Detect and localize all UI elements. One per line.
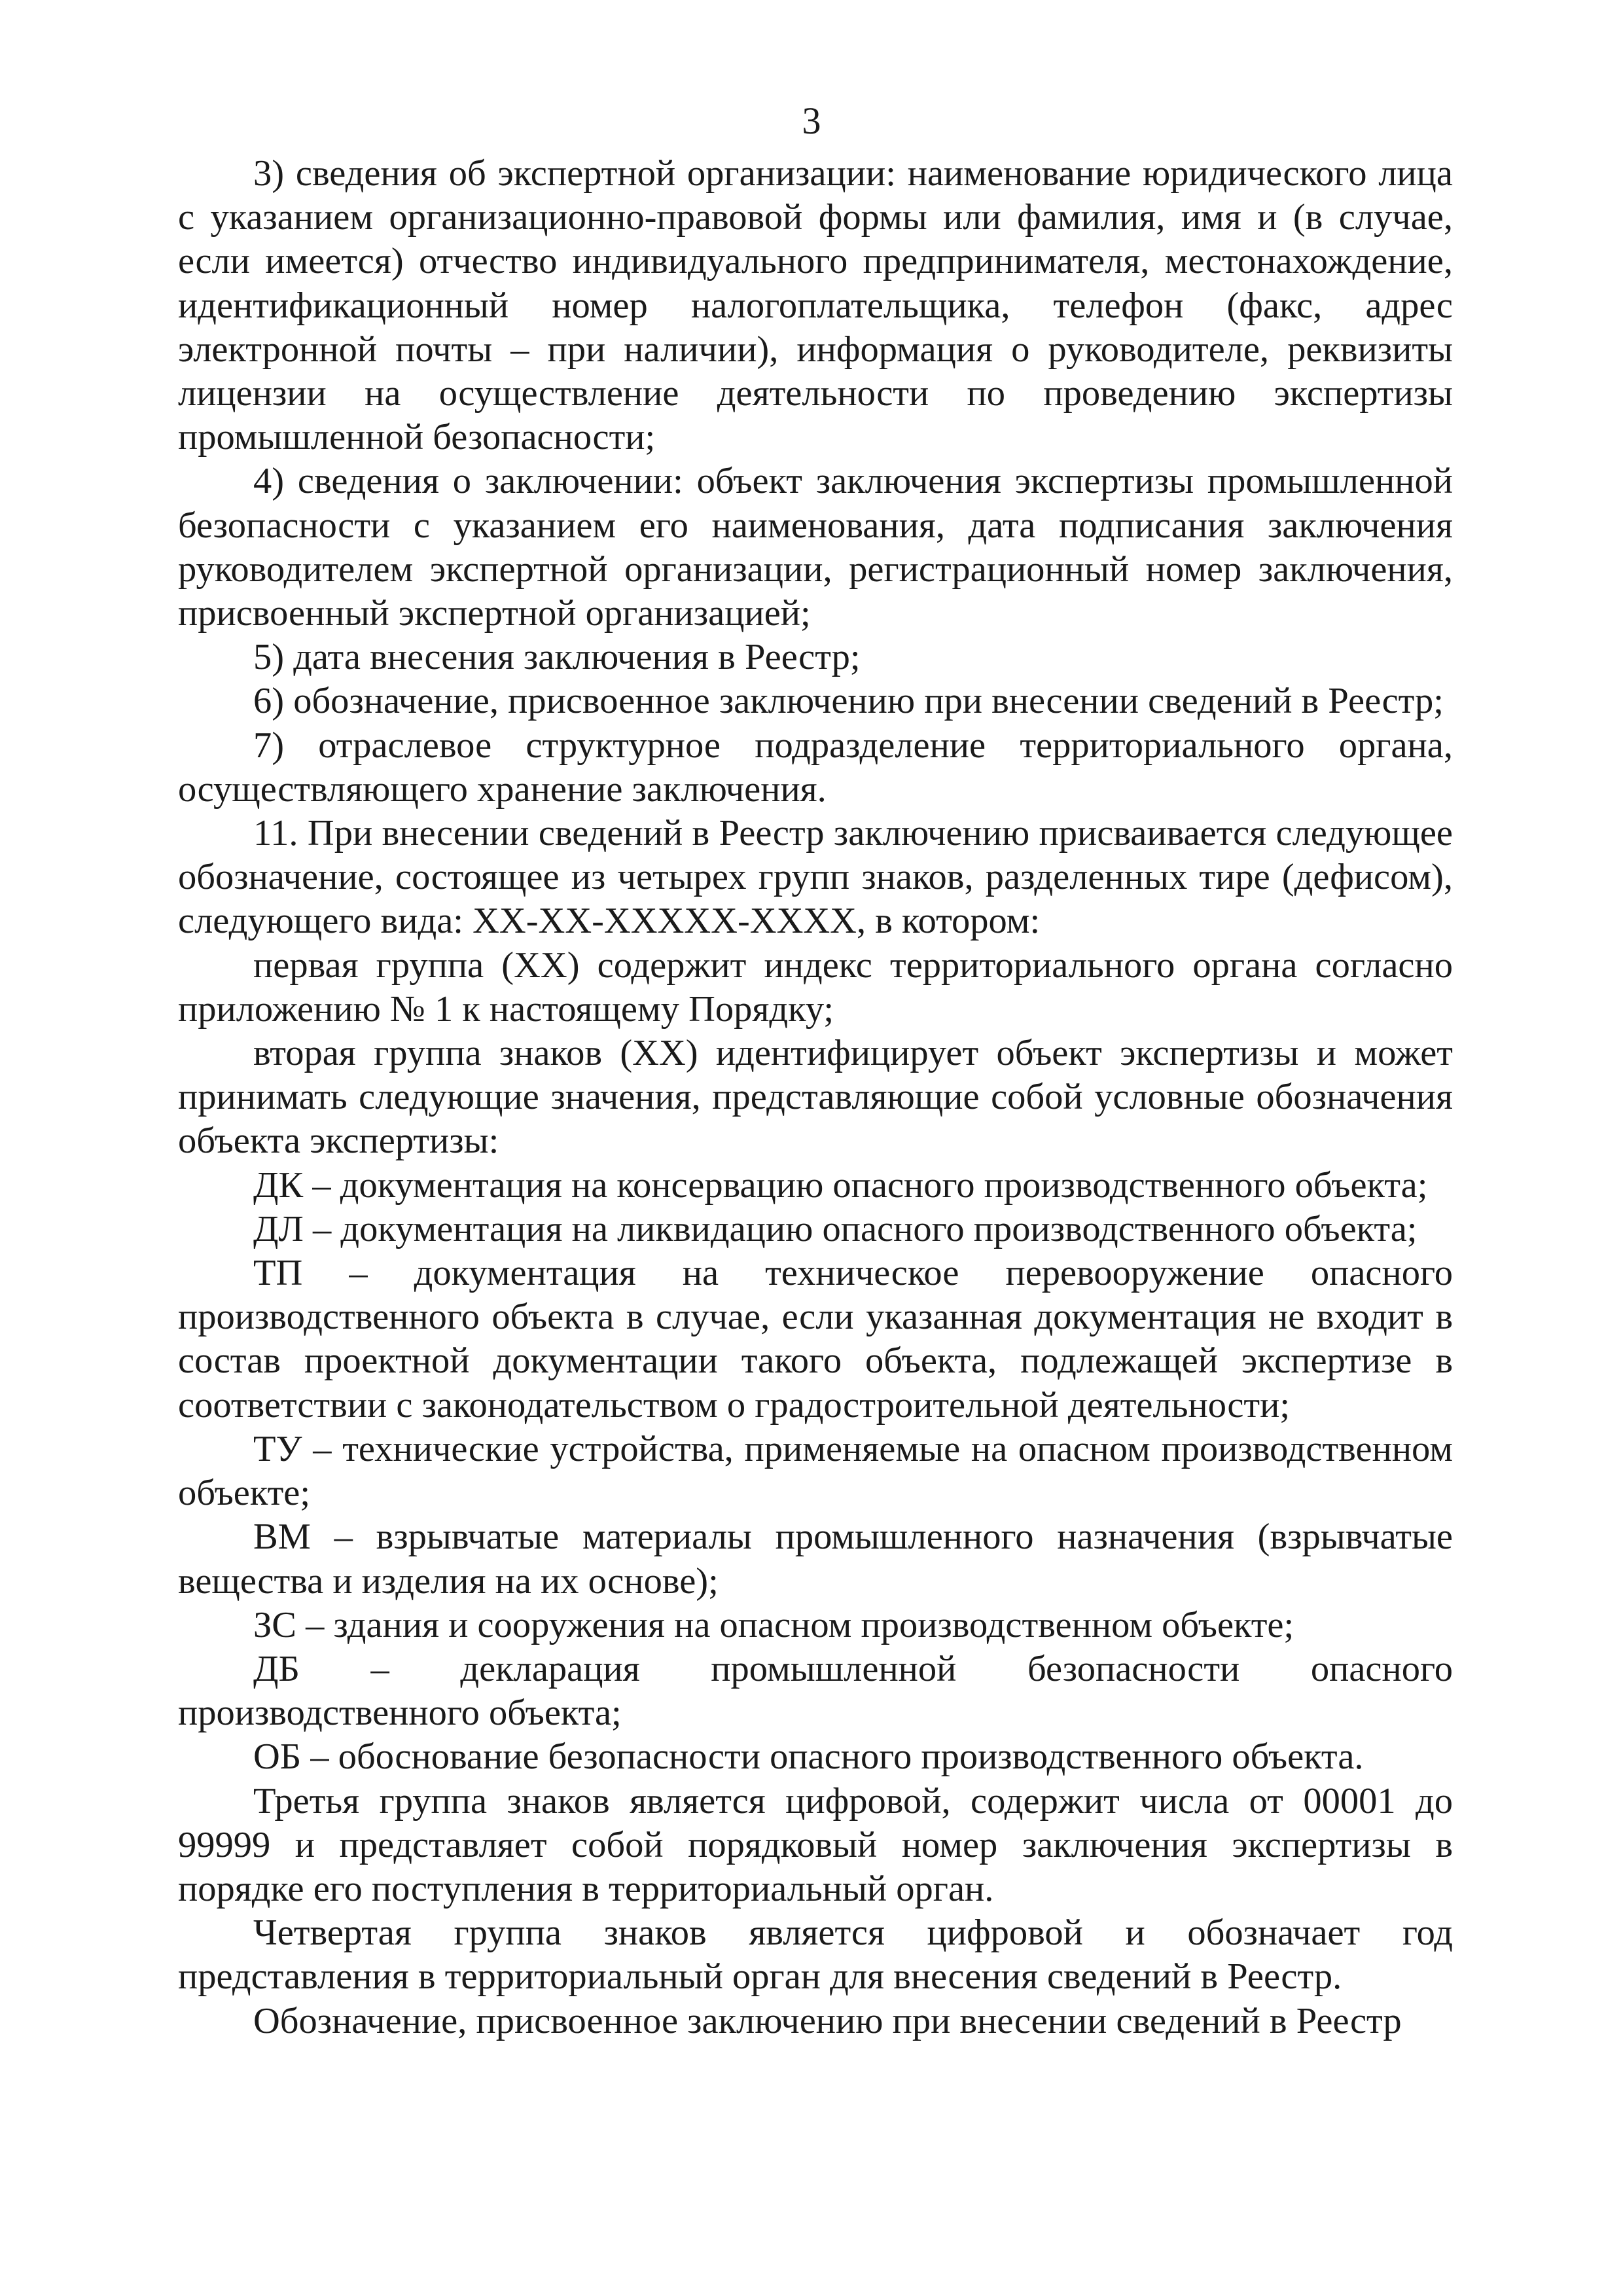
paragraph-code-db: ДБ – декларация промышленной безопасности опасного производственного объекта; (178, 1648, 1453, 1734)
paragraph-code-dl: ДЛ – документация на ликвидацию опасного производственного объекта; (253, 1208, 1418, 1249)
paragraph-code-vm: ВМ – взрывчатые материалы промышленного назначения (взрывчатые вещества и изделия на их основе); (178, 1516, 1453, 1602)
document-body (178, 152, 1453, 2043)
paragraph-item-5-entry-date: 5) дата внесения заключения в Реестр; (253, 637, 861, 678)
paragraph-designation-continued: Обозначение, присвоенное заключению при внесении сведений в Реестр (253, 2000, 1402, 2041)
paragraph-code-dk: ДК – документация на консервацию опасного производственного объекта; (253, 1164, 1428, 1206)
paragraph-item-4-conclusion-info: 4) сведения о заключении: объект заключения экспертизы промышленной безопасности с указанием его наименования, дата подписания заключения руководителем экспертной организации, регистрационный номер заключения, присвоенный экспертной организацией; (178, 461, 1453, 634)
paragraph-item-3-expert-organization: 3) сведения об экспертной организации: наименование юридического лица с указанием организационно-правовой формы или фамилия, имя и (в случае, если имеется) отчество индивидуального предпринимателя, местонахождение, идентификационный номер налогоплательщика, телефон (факс, адрес электронной почты – при наличии), информация о руководителе, реквизиты лицензии на осуществление деятельности по проведению экспертизы промышленной безопасности; (178, 153, 1453, 458)
paragraph-third-group: Третья группа знаков является цифровой, содержит числа от 00001 до 99999 и представляет собой порядковый номер заключения экспертизы в порядке его поступления в территориальный орган. (178, 1780, 1453, 1909)
page-number: 3 (802, 99, 821, 142)
paragraph-fourth-group: Четвертая группа знаков является цифровой и обозначает год представления в территориальный орган для внесения сведений в Реестр. (178, 1912, 1453, 1998)
paragraph-code-tp: ТП – документация на техническое перевооружение опасного производственного объекта в случае, если указанная документация не входит в состав проектной документации такого объекта, подлежащей экспертизе в соответствии с законодательством о градостроительной деятельности; (178, 1253, 1453, 1426)
paragraph-clause-11: 11. При внесении сведений в Реестр заключению присваивается следующее обозначение, состоящее из четырех групп знаков, разделенных тире (дефисом), следующего вида: XX-XX-XXXXX-XXXX, в котором: (178, 813, 1453, 942)
paragraph-second-group: вторая группа знаков (XX) идентифицирует объект экспертизы и может принимать следующие значения, представляющие собой условные обозначения объекта экспертизы: (178, 1033, 1453, 1162)
paragraph-item-6-designation: 6) обозначение, присвоенное заключению при внесении сведений в Реестр; (253, 681, 1444, 722)
paragraph-code-tu: ТУ – технические устройства, применяемые на опасном производственном объекте; (178, 1428, 1453, 1514)
paragraph-first-group: первая группа (XX) содержит индекс территориального органа согласно приложению № 1 к настоящему Порядку; (178, 944, 1453, 1030)
paragraph-item-7-storage-unit: 7) отраслевое структурное подразделение территориального органа, осуществляющего хранение заключения. (178, 725, 1453, 810)
paragraph-code-ob: ОБ – обоснование безопасности опасного производственного объекта. (253, 1736, 1364, 1778)
paragraph-code-zs: ЗС – здания и сооружения на опасном производственном объекте; (253, 1604, 1294, 1645)
